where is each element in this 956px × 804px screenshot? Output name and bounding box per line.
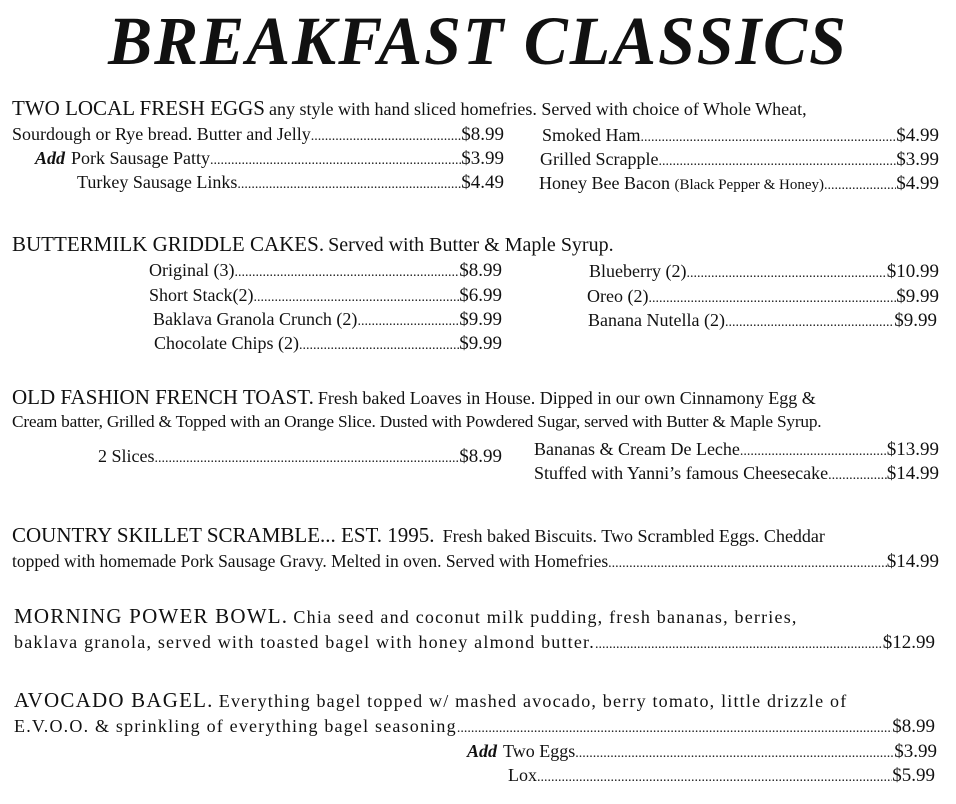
item-label: Turkey Sausage Links bbox=[77, 172, 238, 192]
menu-item bbox=[508, 763, 935, 790]
bowl-description-2: baklava granola, served with toasted bagel with honey almond butter. bbox=[14, 632, 595, 652]
eggs-description: any style with hand sliced homefries. Served with choice of Whole Wheat, bbox=[268, 99, 807, 119]
toast-header-line bbox=[12, 384, 816, 410]
item-price: $3.99 bbox=[461, 148, 504, 169]
menu-item bbox=[149, 258, 502, 285]
menu-item bbox=[35, 146, 504, 173]
item-label: Pork Sausage Patty bbox=[71, 148, 211, 168]
menu-item bbox=[542, 123, 939, 150]
bowl-main-row bbox=[14, 630, 935, 657]
dot-leader bbox=[686, 262, 886, 286]
dot-leader bbox=[595, 633, 883, 657]
menu-item bbox=[153, 307, 502, 334]
item-label: Blueberry (2) bbox=[589, 261, 687, 281]
eggs-heading: TWO LOCAL FRESH EGGS bbox=[12, 96, 265, 120]
item-price: $8.99 bbox=[459, 446, 502, 467]
menu-item bbox=[154, 331, 502, 358]
item-label: Original (3) bbox=[149, 260, 235, 280]
skillet-heading: COUNTRY SKILLET SCRAMBLE... EST. 1995. bbox=[12, 523, 435, 547]
bowl-description: Chia seed and coconut milk pudding, fresh bananas, berries, bbox=[293, 607, 798, 627]
item-price: $4.99 bbox=[896, 125, 939, 146]
griddle-header-line bbox=[12, 231, 614, 257]
dot-leader bbox=[155, 447, 460, 471]
toast-description: Fresh baked Loaves in House. Dipped in our own Cinnamony Egg & bbox=[317, 388, 816, 408]
bowl-price: $12.99 bbox=[882, 632, 935, 653]
item-price: $9.99 bbox=[459, 309, 502, 330]
item-label: Lox bbox=[508, 765, 537, 785]
bagel-description-2: E.V.O.O. & sprinkling of everything bagel seasoning bbox=[14, 716, 457, 736]
menu-item bbox=[98, 444, 502, 471]
bowl-heading: MORNING POWER BOWL. bbox=[14, 604, 289, 628]
skillet-price: $14.99 bbox=[886, 551, 939, 572]
menu-item bbox=[149, 283, 502, 310]
bowl-header-line bbox=[14, 603, 798, 629]
bagel-header-line bbox=[14, 687, 847, 713]
toast-heading: OLD FASHION FRENCH TOAST. bbox=[12, 385, 314, 409]
item-price: $9.99 bbox=[894, 310, 937, 331]
item-price: $6.99 bbox=[459, 285, 502, 306]
dot-leader bbox=[234, 261, 459, 285]
eggs-description-2: Sourdough or Rye bread. Butter and Jelly bbox=[12, 124, 311, 144]
skillet-description-2: topped with homemade Pork Sausage Gravy. Melted in oven. Served with Homefries bbox=[12, 551, 609, 571]
dot-leader bbox=[237, 173, 461, 197]
item-label: Smoked Ham bbox=[542, 125, 641, 145]
menu-item bbox=[540, 147, 939, 174]
item-price: $9.99 bbox=[896, 286, 939, 307]
bagel-description: Everything bagel topped w/ mashed avocado, berry tomato, little drizzle of bbox=[218, 691, 848, 711]
skillet-header-line bbox=[12, 522, 825, 548]
item-price: $9.99 bbox=[459, 333, 502, 354]
item-price: $14.99 bbox=[886, 463, 939, 484]
eggs-main-row bbox=[12, 122, 504, 149]
item-label: 2 Slices bbox=[98, 446, 155, 466]
bagel-main-row bbox=[14, 714, 935, 741]
dot-leader bbox=[828, 464, 887, 488]
skillet-main-row bbox=[12, 549, 939, 576]
item-label: Stuffed with Yanni’s famous Cheesecake bbox=[534, 463, 829, 483]
item-price: $5.99 bbox=[892, 765, 935, 786]
item-price: $3.99 bbox=[896, 149, 939, 170]
menu-item bbox=[587, 284, 939, 311]
menu-item bbox=[467, 739, 937, 766]
griddle-heading: BUTTERMILK GRIDDLE CAKES. bbox=[12, 232, 325, 256]
add-label: Add bbox=[35, 148, 66, 168]
griddle-description: Served with Butter & Maple Syrup. bbox=[328, 234, 614, 256]
add-label: Add bbox=[467, 741, 498, 761]
menu-item bbox=[534, 437, 939, 464]
item-label: Two Eggs bbox=[503, 741, 576, 761]
eggs-header-line bbox=[12, 95, 807, 121]
dot-leader bbox=[299, 334, 459, 358]
item-price: $4.99 bbox=[896, 173, 939, 194]
item-label: Banana Nutella (2) bbox=[588, 310, 725, 330]
dot-leader bbox=[457, 717, 892, 741]
item-price: $13.99 bbox=[886, 439, 939, 460]
menu-item bbox=[534, 461, 939, 488]
item-note: (Black Pepper & Honey) bbox=[674, 177, 825, 193]
bagel-price: $8.99 bbox=[892, 716, 935, 737]
dot-leader bbox=[725, 311, 894, 335]
dot-leader bbox=[537, 766, 892, 790]
eggs-price: $8.99 bbox=[461, 124, 504, 145]
menu-item bbox=[589, 259, 939, 286]
menu-item bbox=[539, 171, 939, 198]
item-price: $4.49 bbox=[461, 172, 504, 193]
dot-leader bbox=[824, 174, 896, 198]
item-price: $8.99 bbox=[459, 260, 502, 281]
menu-title: BREAKFAST CLASSICS bbox=[108, 3, 848, 80]
menu-item bbox=[77, 170, 504, 197]
item-price: $3.99 bbox=[894, 741, 937, 762]
item-label: Short Stack(2) bbox=[149, 285, 254, 305]
bagel-heading: AVOCADO BAGEL. bbox=[14, 688, 214, 712]
item-label: Bananas & Cream De Leche bbox=[534, 439, 740, 459]
toast-description-2: Cream batter, Grilled & Topped with an Orange Slice. Dusted with Powdered Sugar, served with Butter & Maple Syrup. bbox=[12, 412, 822, 431]
item-label: Honey Bee Bacon bbox=[539, 173, 670, 193]
item-price: $10.99 bbox=[886, 261, 939, 282]
dot-leader bbox=[608, 552, 887, 576]
item-label: Grilled Scrapple bbox=[540, 149, 659, 169]
menu-item bbox=[588, 308, 937, 335]
item-label: Oreo (2) bbox=[587, 286, 649, 306]
item-label: Baklava Granola Crunch (2) bbox=[153, 309, 358, 329]
item-label: Chocolate Chips (2) bbox=[154, 333, 299, 353]
skillet-description: Fresh baked Biscuits. Two Scrambled Eggs. Cheddar bbox=[442, 526, 825, 546]
